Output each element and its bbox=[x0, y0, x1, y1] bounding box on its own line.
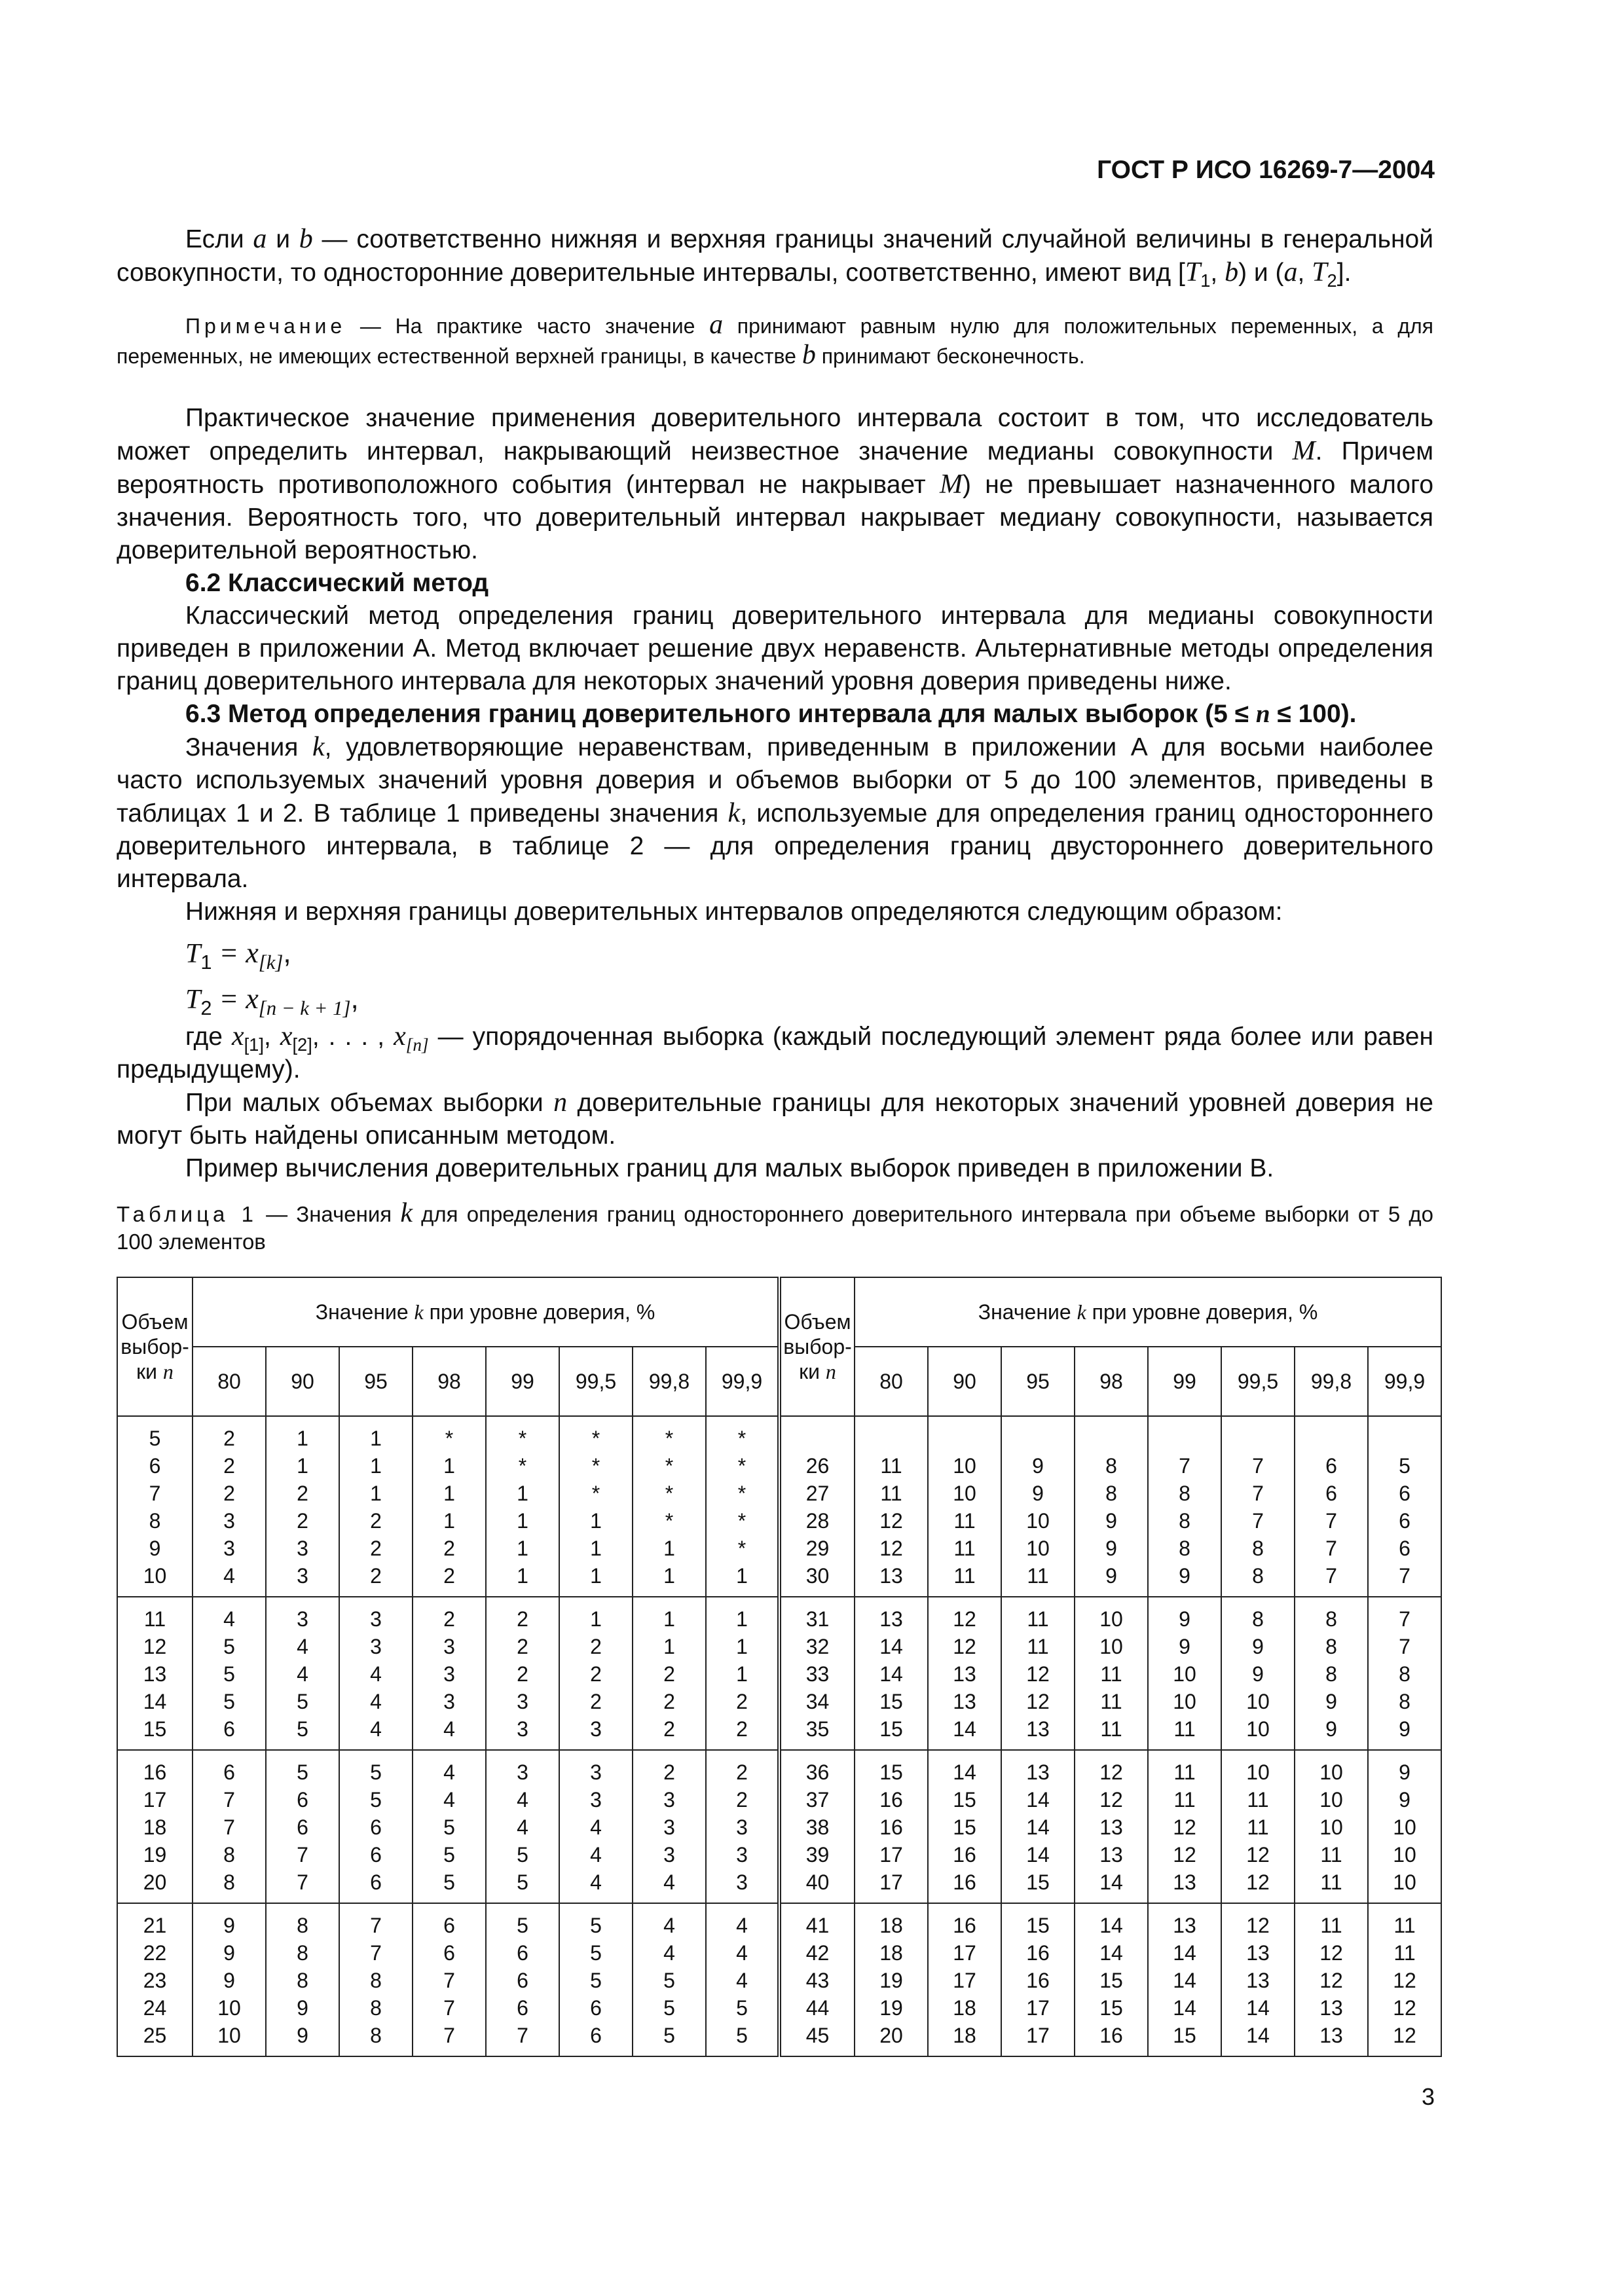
section-heading-6-3: 6.3 Метод определения границ доверительного интервала для малых выборок (5 ≤ n ≤ 100). bbox=[185, 700, 1357, 728]
k-value-cell: 12 13 13 14 14 bbox=[1221, 1903, 1295, 2056]
k-value-cell: 7 7 8 8 8 bbox=[339, 1903, 413, 2056]
paragraph-small-samples: При малых объемах выборки n доверительные границы для некоторых значений уровней доверия не могут быть найдены описанным методом. bbox=[117, 1087, 1433, 1150]
k-value-cell: 4 4 5 5 5 bbox=[413, 1750, 486, 1903]
level-header: 99,5 bbox=[1221, 1347, 1295, 1416]
level-header: 99 bbox=[486, 1347, 559, 1416]
k-value-cell: 9 9 10 10 11 bbox=[1148, 1597, 1221, 1750]
k-value-cell: 4 5 5 5 6 bbox=[193, 1597, 266, 1750]
k-value-cell: 5 6 6 6 7 bbox=[486, 1903, 559, 2056]
sample-size-cell: 21 22 23 24 25 bbox=[117, 1903, 193, 2056]
k-value-cell: 2 3 3 3 4 bbox=[633, 1750, 706, 1903]
k-value-cell: 10 11 11 12 12 bbox=[1221, 1750, 1295, 1903]
k-value-cell: 1 1 2 2 2 bbox=[633, 1597, 706, 1750]
k-value-cell: 8 8 8 9 9 bbox=[266, 1903, 339, 2056]
paragraph-classic-method: Классический метод определения границ доверительного интервала для медианы совокупности приведен в приложении А. Метод включает решение двух неравенств. Альтернативные методы определения границ доверительного интервала для некоторых значений уровня доверия приведены ниже. bbox=[117, 602, 1433, 695]
table-1-k-values bbox=[117, 1277, 1442, 2057]
table-header-row bbox=[117, 1277, 1441, 1347]
k-header-left: Значение k при уровне доверия, % bbox=[193, 1277, 779, 1347]
note-label: Примечание bbox=[185, 314, 346, 338]
k-value-cell: 5 5 6 6 6 bbox=[339, 1750, 413, 1903]
k-value-cell: 4 4 5 5 5 bbox=[633, 1903, 706, 2056]
k-value-cell: 11 11 12 12 13 bbox=[1001, 1597, 1075, 1750]
sample-size-cell: 11 12 13 14 15 bbox=[117, 1597, 193, 1750]
k-value-cell: 18 18 19 19 20 bbox=[855, 1903, 928, 2056]
sample-size-cell: 31 32 33 34 35 bbox=[779, 1597, 855, 1750]
k-value-cell: 7 7 8 8 9 bbox=[1368, 1597, 1441, 1750]
formula-t1: $T_1 = x_{[k]}$, bbox=[185, 937, 291, 974]
k-value-cell: 15 16 16 17 17 bbox=[855, 1750, 928, 1903]
k-value-cell: 12 12 13 13 14 bbox=[928, 1597, 1001, 1750]
k-value-cell: 1 1 1 2 2 bbox=[706, 1597, 779, 1750]
k-value-cell: 16 17 17 18 18 bbox=[928, 1903, 1001, 2056]
k-value-cell: 6 6 7 7 7 bbox=[413, 1903, 486, 2056]
k-value-cell: 13 14 14 14 15 bbox=[1001, 1750, 1075, 1903]
paragraph-bounds-definition: Нижняя и верхняя границы доверительных интервалов определяются следующим образом: bbox=[185, 898, 1283, 926]
k-value-cell: * * * 1 1 1 bbox=[559, 1416, 633, 1597]
table-row bbox=[117, 1903, 1441, 2056]
table-caption: Таблица 1 — Значения k для определения границ одностороннего доверительного интервала при объеме выборки от 5 до 100 элементов bbox=[117, 1198, 1433, 1254]
level-header: 90 bbox=[266, 1347, 339, 1416]
level-header: 99,9 bbox=[706, 1347, 779, 1416]
k-value-cell: 7 7 7 8 8 bbox=[1221, 1416, 1295, 1597]
k-value-cell: 9 9 9 10 10 bbox=[193, 1903, 266, 2056]
k-value-cell: 3 3 4 4 4 bbox=[559, 1750, 633, 1903]
level-header: 99,8 bbox=[1295, 1347, 1368, 1416]
paragraph-example: Пример вычисления доверительных границ для малых выборок приведен в приложении В. bbox=[185, 1154, 1274, 1182]
level-header: 80 bbox=[193, 1347, 266, 1416]
level-header: 99,8 bbox=[633, 1347, 706, 1416]
k-value-cell: 13 14 14 14 15 bbox=[1148, 1903, 1221, 2056]
table-row bbox=[117, 1416, 1441, 1597]
sample-size-cell: 36 37 38 39 40 bbox=[779, 1750, 855, 1903]
table-row bbox=[117, 1750, 1441, 1903]
level-header: 90 bbox=[928, 1347, 1001, 1416]
section-heading-6-2: 6.2 Классический метод bbox=[185, 569, 489, 597]
paragraph-k-values: Значения k, удовлетворяющие неравенствам, приведенным в приложении А для восьми наиболее часто используемых значений уровня доверия и объемов выборки от 5 до 100 элементов, приведены в таблицах 1 и 2. В таблице 1 приведены значения k, используемые для определения границ одностороннего доверительного интервала, в таблице 2 — для определения границ двустороннего доверительного интервала. bbox=[117, 732, 1433, 893]
k-value-cell: 1 1 2 2 3 3 bbox=[266, 1416, 339, 1597]
k-value-cell: 11 12 12 13 13 bbox=[1295, 1903, 1368, 2056]
k-value-cell: * * * * * 1 bbox=[706, 1416, 779, 1597]
k-value-cell: 2 2 2 3 3 4 bbox=[193, 1416, 266, 1597]
document-code-header: ГОСТ Р ИСО 16269-7—2004 bbox=[1097, 156, 1435, 184]
k-value-cell: 5 6 6 6 7 bbox=[1368, 1416, 1441, 1597]
table-row bbox=[117, 1597, 1441, 1750]
k-value-cell: 10 10 11 11 11 bbox=[928, 1416, 1001, 1597]
k-value-cell: 6 7 7 8 8 bbox=[193, 1750, 266, 1903]
k-value-cell: 13 14 14 15 15 bbox=[855, 1597, 928, 1750]
k-value-cell: 2 3 3 3 4 bbox=[413, 1597, 486, 1750]
k-value-cell: 1 1 1 2 2 2 bbox=[339, 1416, 413, 1597]
k-value-cell: 14 15 15 16 16 bbox=[928, 1750, 1001, 1903]
paragraph-bounds: Если a и b — соответственно нижняя и верхняя границы значений случайной величины в генеральной совокупности, то односторонние доверительные интервалы, соответственно, имеют вид [$T_1$, b) и (a, $T_2$]. bbox=[117, 224, 1433, 291]
sample-size-header-left: Объем выбор-ки n bbox=[117, 1277, 193, 1416]
k-value-cell: 11 11 12 12 13 bbox=[1148, 1750, 1221, 1903]
k-value-cell: 12 12 13 13 14 bbox=[1075, 1750, 1148, 1903]
k-value-cell: * 1 1 1 2 2 bbox=[413, 1416, 486, 1597]
k-value-cell: 2 2 2 3 3 bbox=[486, 1597, 559, 1750]
k-value-cell: 3 4 4 5 5 bbox=[486, 1750, 559, 1903]
k-value-cell: 9 9 10 10 10 bbox=[1368, 1750, 1441, 1903]
level-header: 95 bbox=[339, 1347, 413, 1416]
body-text bbox=[117, 223, 1433, 1185]
page-number: 3 bbox=[1421, 2083, 1435, 2110]
k-value-cell: 5 5 5 6 6 bbox=[559, 1903, 633, 2056]
k-value-cell: 11 11 12 12 12 bbox=[1368, 1903, 1441, 2056]
note: Примечание — На практике часто значение a принимают равным нулю для положительных переменных, а для переменных, не имеющих естественной верхней границы, в качестве b принимают бесконечность. bbox=[117, 310, 1434, 370]
k-value-cell: 8 8 9 9 9 bbox=[1075, 1416, 1148, 1597]
k-value-cell: 1 2 2 2 3 bbox=[559, 1597, 633, 1750]
k-value-cell: * * * * 1 1 bbox=[633, 1416, 706, 1597]
k-value-cell: 11 11 12 12 13 bbox=[855, 1416, 928, 1597]
sample-size-header-right: Объем выбор-ки n bbox=[779, 1277, 855, 1416]
k-value-cell: 9 9 10 10 11 bbox=[1001, 1416, 1075, 1597]
table-caption-label: Таблица 1 bbox=[117, 1202, 257, 1226]
k-value-cell: 2 2 3 3 3 bbox=[706, 1750, 779, 1903]
k-value-cell: 15 16 16 17 17 bbox=[1001, 1903, 1075, 2056]
k-value-cell: * * 1 1 1 1 bbox=[486, 1416, 559, 1597]
k-value-cell: 3 4 4 5 5 bbox=[266, 1597, 339, 1750]
k-value-cell: 8 8 8 9 9 bbox=[1295, 1597, 1368, 1750]
level-header: 99 bbox=[1148, 1347, 1221, 1416]
k-value-cell: 6 6 7 7 7 bbox=[1295, 1416, 1368, 1597]
k-value-cell: 7 8 8 8 9 bbox=[1148, 1416, 1221, 1597]
level-header: 98 bbox=[413, 1347, 486, 1416]
formula-t2: $T_2 = x_{[n - k + 1]}$, bbox=[185, 983, 359, 1019]
k-header-right: Значение k при уровне доверия, % bbox=[855, 1277, 1441, 1347]
level-header: 99,9 bbox=[1368, 1347, 1441, 1416]
k-value-cell: 5 6 6 7 7 bbox=[266, 1750, 339, 1903]
paragraph-practical-meaning: Практическое значение применения доверительного интервала состоит в том, что исследователь может определить интервал, накрывающий неизвестное значение медианы совокупности M. Причем вероятность противоположного события (интервал не накрывает M) не превышает назначенного малого значения. Вероятность того, что доверительный интервал накрывает медиану совокупности, называется доверительной вероятностью. bbox=[117, 404, 1434, 564]
k-value-cell: 3 3 4 4 4 bbox=[339, 1597, 413, 1750]
k-value-cell: 10 10 11 11 11 bbox=[1075, 1597, 1148, 1750]
k-value-cell: 10 10 10 11 11 bbox=[1295, 1750, 1368, 1903]
level-header: 98 bbox=[1075, 1347, 1148, 1416]
paragraph-ordered-sample: где $x_{[1]}$, $x_{[2]}$, . . . , $x_{[n]}$ — упорядоченная выборка (каждый последующий элемент ряда более или равен предыдущему). bbox=[117, 1021, 1434, 1084]
k-value-cell: 14 14 15 15 16 bbox=[1075, 1903, 1148, 2056]
level-header: 99,5 bbox=[559, 1347, 633, 1416]
sample-size-cell: 26 27 28 29 30 bbox=[779, 1416, 855, 1597]
sample-size-cell: 16 17 18 19 20 bbox=[117, 1750, 193, 1903]
k-value-cell: 4 4 4 5 5 bbox=[706, 1903, 779, 2056]
sample-size-cell: 5 6 7 8 9 10 bbox=[117, 1416, 193, 1597]
level-header: 95 bbox=[1001, 1347, 1075, 1416]
sample-size-cell: 41 42 43 44 45 bbox=[779, 1903, 855, 2056]
level-header: 80 bbox=[855, 1347, 928, 1416]
k-value-cell: 8 9 9 10 10 bbox=[1221, 1597, 1295, 1750]
